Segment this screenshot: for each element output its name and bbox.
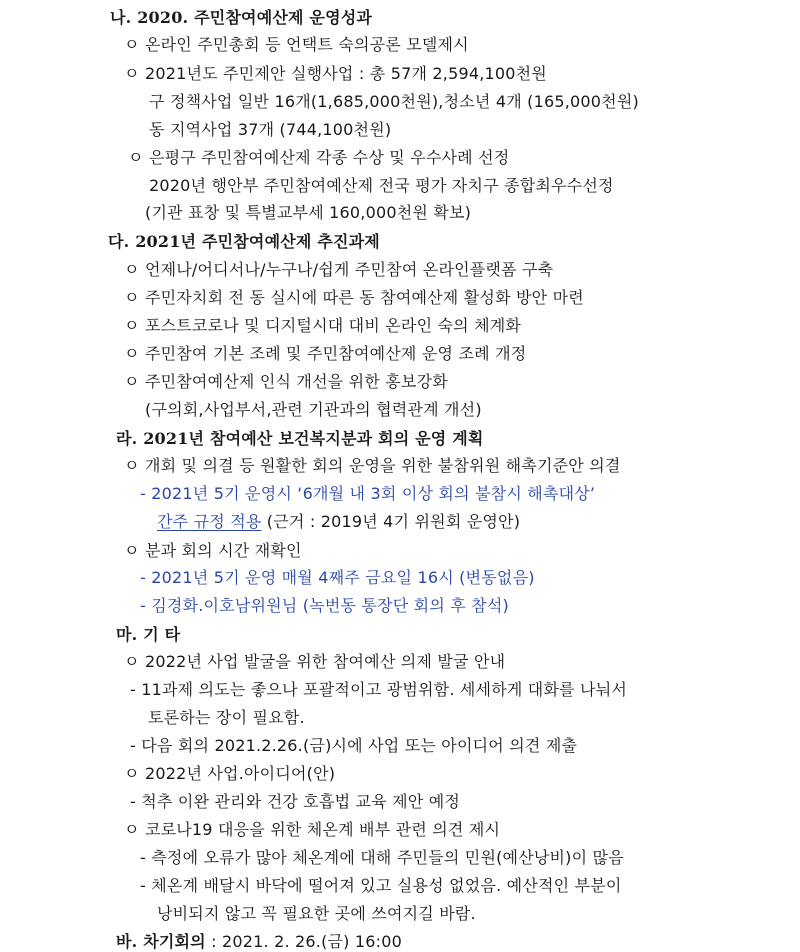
section-da-item: ㅇ 주민참여 기본 조례 및 주민참여예산제 운영 조례 개정	[124, 344, 527, 363]
section-ba-heading: 바. 차기회의	[116, 932, 206, 951]
section-da-item: ㅇ 포스트코로나 및 디지털시대 대비 온라인 숙의 체계화	[124, 316, 522, 335]
section-ma-item: - 체온계 배달시 바닥에 떨어져 있고 실용성 없었음. 예산적인 부분이	[140, 876, 622, 895]
section-na-item: ㅇ 2021년도 주민제안 실행사업 : 총 57개 2,594,100천원	[124, 64, 547, 83]
section-na-item: 2020년 행안부 주민참여예산제 전국 평가 자치구 종합최우수선정	[149, 176, 614, 195]
section-ra-heading: 라. 2021년 참여예산 보건복지분과 회의 운영 계획	[116, 429, 484, 448]
section-ra-item: ㅇ 분과 회의 시간 재확인	[124, 541, 302, 560]
section-ma-item: - 11과제 의도는 좋으나 포괄적이고 광범위함. 세세하게 대화를 나눠서	[130, 680, 628, 699]
section-da-heading: 다. 2021년 주민참여예산제 추진과제	[108, 232, 380, 251]
section-na-heading: 나. 2020. 주민참여예산제 운영성과	[110, 8, 373, 27]
highlight-text: 간주 규정 적용	[157, 512, 262, 531]
section-ma-heading: 마. 기 타	[116, 625, 181, 644]
section-ma-item: - 척추 이완 관리와 건강 호흡법 교육 제안 예정	[130, 792, 461, 811]
section-da-item: ㅇ 주민참여예산제 인식 개선을 위한 홍보강화	[124, 372, 448, 391]
section-da-item: ㅇ 주민자치회 전 동 실시에 따른 동 참여예산제 활성화 방안 마련	[124, 288, 584, 307]
next-meeting-date: : 2021. 2. 26.(금) 16:00	[205, 932, 403, 951]
section-ma-item: 낭비되지 않고 꼭 필요한 곳에 쓰여지길 바람.	[157, 904, 476, 923]
section-ma-item: ㅇ 2022년 사업.아이디어(안)	[124, 764, 336, 783]
section-ra-subitem: - 2021년 5기 운영시 ‘6개월 내 3회 이상 회의 불참시 해촉대상’	[140, 484, 596, 503]
section-na-item: 동 지역사업 37개 (744,100천원)	[149, 120, 392, 139]
section-na-item: ㅇ 은평구 주민참여예산제 각종 수상 및 우수사례 선정	[128, 148, 510, 167]
basis-text: (근거 : 2019년 4기 위원회 운영안)	[261, 512, 521, 531]
section-na-item: (기관 표창 및 특별교부세 160,000천원 확보)	[145, 203, 472, 222]
section-ma-item: ㅇ 2022년 사업 발굴을 위한 참여예산 의제 발굴 안내	[124, 652, 506, 671]
section-ma-item: 토론하는 장이 필요함.	[148, 708, 305, 727]
section-ma-item: - 측정에 오류가 많아 체온계에 대해 주민들의 민원(예산낭비)이 많음	[140, 848, 624, 867]
next-meeting	[116, 932, 402, 952]
section-na-item: ㅇ 온라인 주민총회 등 언택트 숙의공론 모델제시	[124, 35, 469, 54]
section-da-item: (구의회,사업부서,관련 기관과의 협력관계 개선)	[145, 400, 482, 419]
section-ra-item: ㅇ 개회 및 의결 등 원활한 회의 운영을 위한 불참위원 해촉기준안 의결	[124, 456, 621, 475]
section-na-item: 구 정책사업 일반 16개(1,685,000천원),청소년 4개 (165,000천원)	[149, 92, 639, 111]
section-ra-subitem: - 김경화.이호남위원님 (녹번동 통장단 회의 후 참석)	[140, 596, 509, 615]
section-da-item: ㅇ 언제나/어디서나/누구나/쉽게 주민참여 온라인플랫폼 구축	[124, 260, 554, 279]
section-ra-subitem: - 2021년 5기 운영 매월 4째주 금요일 16시 (변동없음)	[140, 568, 535, 587]
section-ma-item: - 다음 회의 2021.2.26.(금)시에 사업 또는 아이디어 의견 제출	[130, 736, 578, 755]
section-ma-item: ㅇ 코로나19 대응을 위한 체온계 배부 관련 의견 제시	[124, 820, 501, 839]
section-ra-subitem	[157, 512, 520, 532]
